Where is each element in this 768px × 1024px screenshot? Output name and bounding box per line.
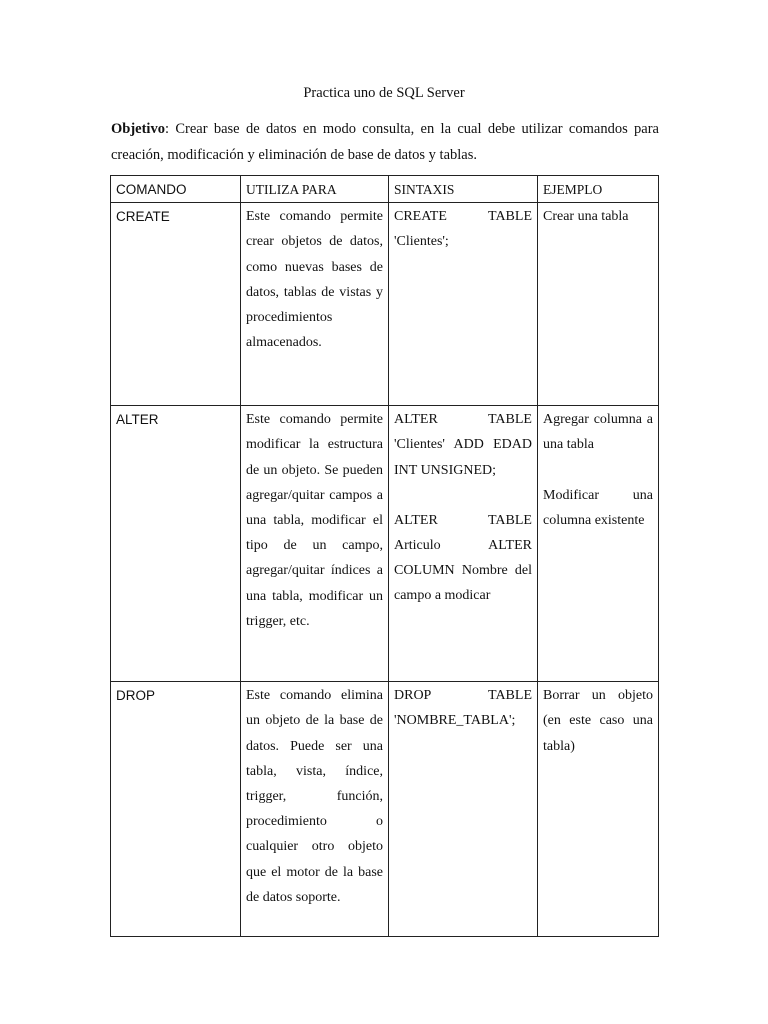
cell-utiliza-para: Este comando elimina un objeto de la base de datos. Puede ser una tabla, vista, índice, trigger, función, procedimiento o cualquier otro objeto que el motor de la base de datos soporte. [241, 682, 389, 937]
header-sintaxis: SINTAXIS [389, 176, 538, 203]
cell-sintaxis [389, 682, 538, 937]
cell-ejemplo [538, 406, 659, 682]
header-utiliza-para: UTILIZA PARA [241, 176, 389, 203]
table-row-create [111, 203, 659, 406]
ejemplo-line: Modificar una columna existente [543, 487, 653, 528]
ejemplo-line: Borrar un objeto (en este caso una tabla) [543, 688, 653, 754]
header-comando: COMANDO [111, 176, 241, 203]
objective-paragraph [111, 116, 659, 168]
header-ejemplo: EJEMPLO [538, 176, 659, 203]
document-title: Practica uno de SQL Server [303, 85, 465, 101]
objective-text: : Crear base de datos en modo consulta, en la cual debe utilizar comandos para creación, modificación y eliminación de base de datos y tablas. [111, 121, 659, 163]
cell-comando: ALTER [111, 406, 241, 682]
ejemplo-line: Crear una tabla [543, 209, 629, 225]
cell-utiliza-para: Este comando permite modificar la estructura de un objeto. Se pueden agregar/quitar campos a una tabla, modificar el tipo de un campo, agregar/quitar índices a una tabla, modificar un trigger, etc. [241, 406, 389, 682]
cell-utiliza-para: Este comando permite crear objetos de datos, como nuevas bases de datos, tablas de vistas y procedimientos almacenados. [241, 203, 389, 406]
table-header-row [111, 176, 659, 203]
sintaxis-line: ALTER TABLE Articulo ALTER COLUMN Nombre del campo a modicar [394, 512, 532, 604]
sintaxis-line: DROP TABLE 'NOMBRE_TABLA'; [394, 688, 532, 729]
cell-ejemplo [538, 203, 659, 406]
cell-comando: CREATE [111, 203, 241, 406]
cell-sintaxis [389, 203, 538, 406]
table-row-alter [111, 406, 659, 682]
cell-ejemplo [538, 682, 659, 937]
ejemplo-line: Agregar columna a una tabla [543, 412, 653, 453]
sintaxis-line: ALTER TABLE 'Clientes' ADD EDAD INT UNSIGNED; [394, 412, 532, 478]
sintaxis-line: CREATE TABLE 'Clientes'; [394, 209, 532, 250]
cell-comando: DROP [111, 682, 241, 937]
objective-label: Objetivo [111, 121, 165, 137]
cell-sintaxis [389, 406, 538, 682]
table-row-drop [111, 682, 659, 937]
commands-table [110, 175, 659, 937]
